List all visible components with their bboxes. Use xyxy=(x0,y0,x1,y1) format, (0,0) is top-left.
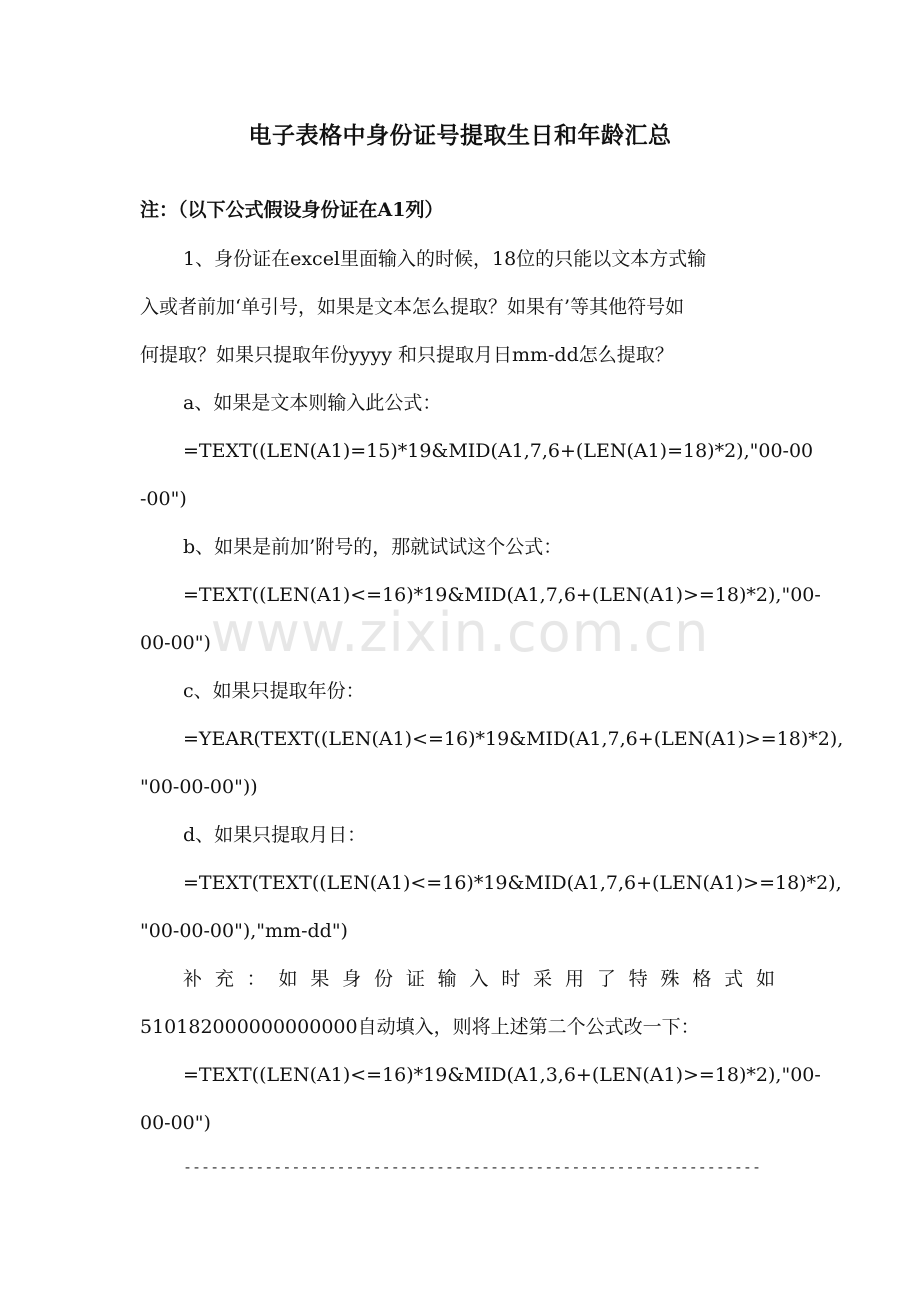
supplement-heading: 补充：如果身份证输入时采用了特殊格式如 xyxy=(183,968,775,990)
formula-line: -00") xyxy=(140,488,187,510)
case-c-heading: c、如果只提取年份： xyxy=(183,680,365,702)
paragraph-line: 1、身份证在excel里面输入的时候，18位的只能以文本方式输 xyxy=(183,248,707,270)
formula-line: =YEAR(TEXT((LEN(A1)<=16)*19&MID(A1,7,6+(LEN(A1)>=18)*2), xyxy=(183,728,844,750)
case-b-heading: b、如果是前加’附号的，那就试试这个公式： xyxy=(183,536,563,558)
formula-line: =TEXT(TEXT((LEN(A1)<=16)*19&MID(A1,7,6+(LEN(A1)>=18)*2), xyxy=(183,872,842,894)
formula-line: =TEXT((LEN(A1)=15)*19&MID(A1,7,6+(LEN(A1)=18)*2),"00-00 xyxy=(183,440,814,462)
formula-line: 00-00") xyxy=(140,1112,211,1134)
formula-line: =TEXT((LEN(A1)<=16)*19&MID(A1,7,6+(LEN(A1)>=18)*2),"00- xyxy=(183,584,821,606)
paragraph-line: 何提取？如果只提取年份yyyy 和只提取月日mm-dd怎么提取？ xyxy=(140,344,674,366)
formula-line: "00-00-00"),"mm-dd") xyxy=(140,920,348,942)
paragraph-line: 入或者前加‘单引号，如果是文本怎么提取？如果有’等其他符号如 xyxy=(140,296,685,318)
watermark: www.zixin.com.cn xyxy=(210,601,710,664)
paragraph-line: 510182000000000000自动填入，则将上述第二个公式改一下： xyxy=(140,1016,700,1038)
formula-line: "00-00-00")) xyxy=(140,776,258,798)
case-d-heading: d、如果只提取月日： xyxy=(183,824,367,846)
formula-line: 00-00") xyxy=(140,632,211,654)
assumption-note: 注：（以下公式假设身份证在A1列） xyxy=(140,199,444,221)
case-a-heading: a、如果是文本则输入此公式： xyxy=(183,392,442,414)
formula-line: =TEXT((LEN(A1)<=16)*19&MID(A1,3,6+(LEN(A1)>=18)*2),"00- xyxy=(183,1064,821,1086)
document-title: 电子表格中身份证号提取生日和年龄汇总 xyxy=(248,122,672,149)
section-divider: ---------------------------------------------------------------- xyxy=(183,1158,761,1176)
